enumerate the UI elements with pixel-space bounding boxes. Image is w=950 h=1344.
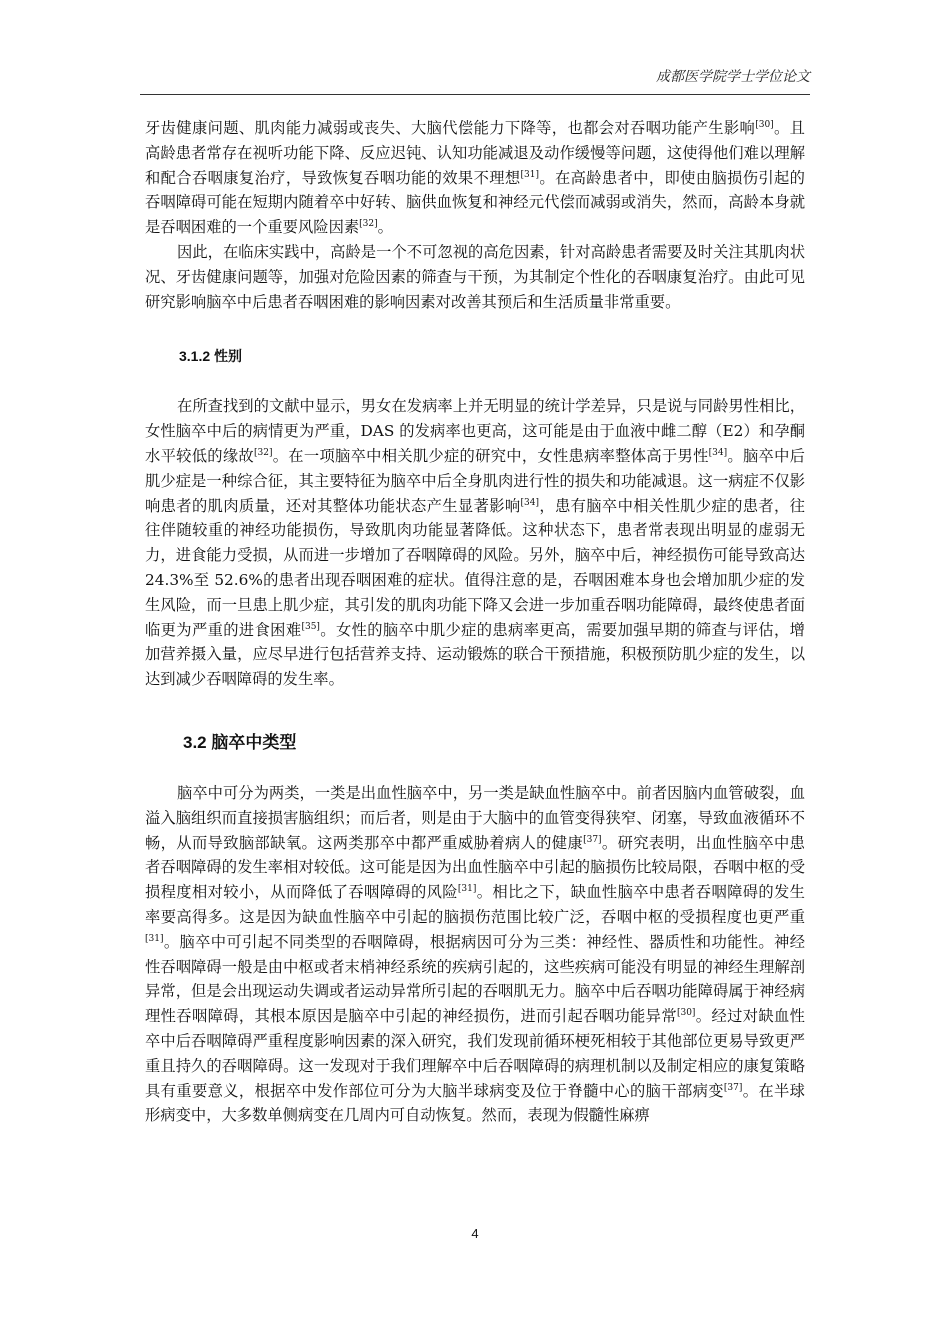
text-run: 。脑卒中后肌少症是一种综合征，其主要特征为脑卒中后全身肌肉进行性的损失和功能减退。这一病症不仅影响患者的肌肉质量，还对其整体功能状态产生显著影响	[145, 446, 805, 515]
citation: [37]	[723, 1082, 743, 1093]
paragraph-age-risk	[145, 116, 805, 240]
citation: [31]	[457, 884, 477, 895]
text-run: 。脑卒中可引起不同类型的吞咽障碍，根据病因可分为三类：神经性、器质性和功能性。神经性吞咽障碍一般是由中枢或者末梢神经系统的疾病引起的，这些疾病可能没有明显的神经生理解剖异常，但是会出现运动失调或者运动异常所引起的吞咽肌无力。脑卒中后吞咽功能障碍属于神经病理性吞咽障碍，其根本原因是脑卒中引起的神经损伤，进而引起吞咽功能异常	[145, 932, 805, 1026]
text-run: 。经过对缺血性卒中后吞咽障碍严重程度影响因素的深入研究，我们发现前循环梗死相较于其他部位更易导致更严重且持久的吞咽障碍。这一发现对于我们理解卒中后吞咽障碍的病理机制以及制定相应的康复策略具有重要意义，根据卒中发作部位可分为大脑半球病变及位于脊髓中心的脑干部病变	[145, 1007, 805, 1100]
paragraph-gender	[145, 394, 805, 692]
text-run: 脑卒中可分为两类，一类是出血性脑卒中，另一类是缺血性脑卒中。前者因脑内血管破裂，血溢入脑组织而直接损害脑组织；而后者，则是由于大脑中的血管变得狭窄、闭塞，导致血液循环不畅，从而导致脑部缺氧。这两类那卒中都严重威胁着病人的健康	[145, 783, 805, 852]
text-run: 。在半球形病变中，大多数单侧病变在几周内可自动恢复。然而，表现为假髓性麻痹	[145, 1081, 805, 1125]
text-run: 。	[377, 218, 393, 237]
citation: [34]	[520, 497, 539, 508]
citation: [34]	[708, 447, 728, 458]
page-body	[145, 116, 805, 1128]
citation: [31]	[145, 933, 164, 944]
text-run: 在所查找到的文献中显示，男女在发病率上并无明显的统计学差异，只是说与同龄男性相比，女性脑卒中后的病情更为严重，DAS 的发病率也更高，这可能是由于血液中雌二醇（E2）和孕酮水平较低的缘故	[145, 397, 805, 465]
citation: [37]	[583, 834, 602, 845]
citation: [35]	[301, 621, 320, 632]
paragraph-stroke-type	[145, 781, 805, 1128]
text-run: 牙齿健康问题、肌肉能力减弱或丧失、大脑代偿能力下降等，也都会对吞咽功能产生影响	[145, 119, 756, 137]
citation: [30]	[755, 120, 774, 130]
section-heading-stroke-type: 3.2 脑卒中类型	[183, 732, 297, 752]
citation: [30]	[676, 1008, 696, 1019]
paragraph-age-summary: 因此，在临床实践中，高龄是一个不可忽视的高危因素，针对高龄患者需要及时关注其肌肉状况、牙齿健康问题等，加强对危险因素的筛查与干预，为其制定个性化的吞咽康复治疗。由此可见研究影响脑卒中后患者吞咽困难的影响因素对改善其预后和生活质量非常重要。	[145, 242, 805, 311]
header-rule	[140, 94, 810, 95]
text-run: 。在高龄患者中，即使由脑损伤引起的吞咽障碍可能在短期内随着卒中好转、脑供血恢复和神经元代偿而减弱或消失，然而，高龄本身就是吞咽困难的一个重要风险因素	[145, 168, 805, 237]
subsection-heading-gender: 3.1.2 性别	[179, 348, 243, 365]
text-run: 。女性的脑卒中肌少症的患病率更高，需要加强早期的筛查与评估，增加营养摄入量，应尽早进行包括营养支持、运动锻炼的联合干预措施，积极预防肌少症的发生，以达到减少吞咽障碍的发生率。	[145, 620, 805, 689]
text-run: 。研究表明，出血性脑卒中患者吞咽障碍的发生率相对较低。这可能是因为出血性脑卒中引起的脑损伤比较局限，吞咽中枢的受损程度相对较小，从而降低了吞咽障碍的风险	[145, 833, 805, 902]
text-run: 。相比之下，缺血性脑卒中患者吞咽障碍的发生率要高得多。这是因为缺血性脑卒中引起的脑损伤范围比较广泛，吞咽中枢的受损程度也更严重	[145, 883, 805, 926]
text-run: 。且高龄患者常存在视听功能下降、反应迟钝、认知功能减退及动作缓慢等问题，这使得他们难以理解和配合吞咽康复治疗，导致恢复吞咽功能的效果不理想	[145, 119, 805, 187]
citation: [32]	[359, 219, 378, 230]
text-run: 。在一项脑卒中相关肌少症的研究中，女性患病率整体高于男性	[272, 446, 709, 465]
text-run: ，患有脑卒中相关性肌少症的患者，往往伴随较重的神经功能损伤，导致肌肉功能显著降低。这种状态下，患者常表现出明显的虚弱无力，进食能力受损，从而进一步增加了吞咽障碍的风险。另外，脑卒中后，神经损伤可能导致高达 24.3%至 52.6%的患者出现吞咽困难的症状。值得注意的是，吞咽困难本身也会增加肌少症的发生风险，而一旦患上肌少症，其引发的肌肉功能下降又会进一步加重吞咽功能障碍，最终使患者面临更为严重的进食困难	[145, 496, 805, 639]
citation: [32]	[253, 447, 273, 458]
running-header: 成都医学院学士学位论文	[656, 70, 810, 85]
citation: [31]	[520, 169, 539, 180]
page-number: 4	[471, 1226, 479, 1241]
